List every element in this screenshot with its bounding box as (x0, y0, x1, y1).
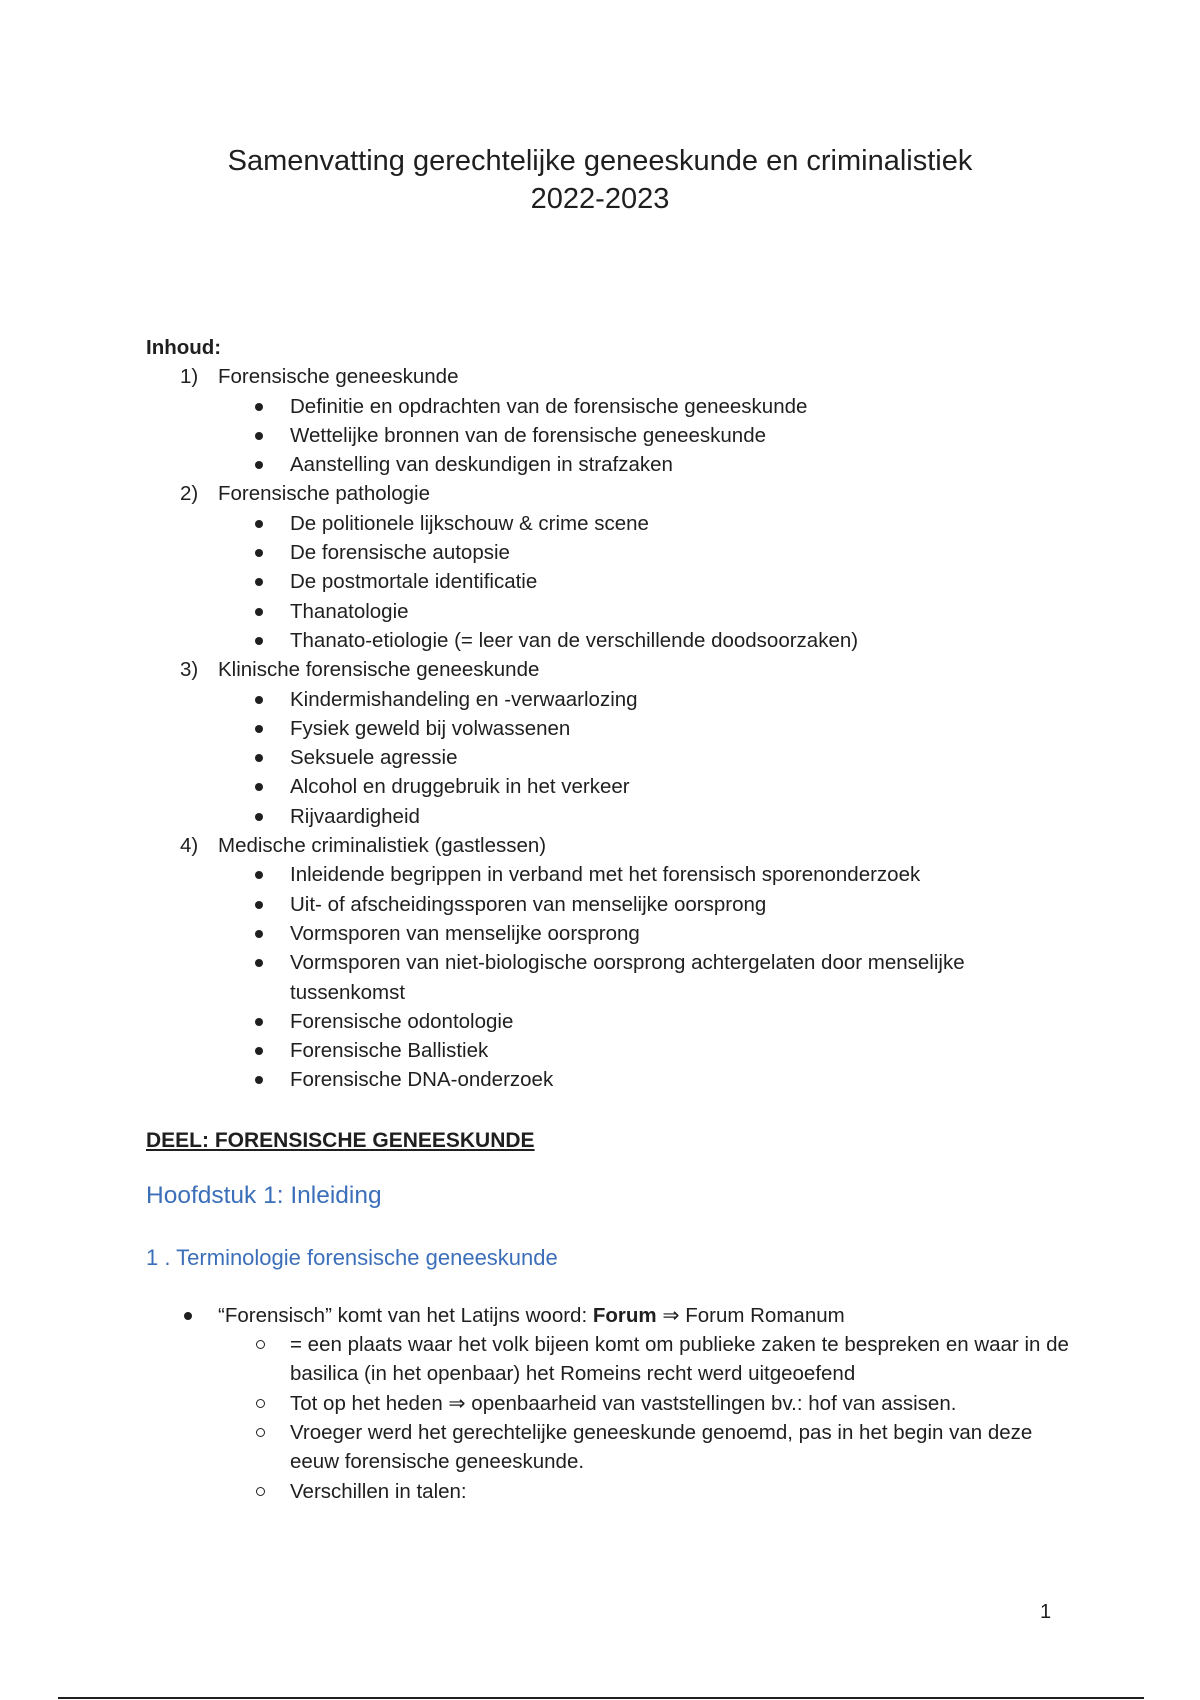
toc-section-label: Forensische pathologie (218, 482, 430, 506)
part-heading: DEEL: FORENSISCHE GENEESKUNDE (146, 1128, 535, 1152)
title-line-1: Samenvatting gerechtelijke geneeskunde en criminalistiek (227, 145, 973, 177)
bullet-icon (184, 1312, 192, 1320)
bullet-icon (255, 959, 263, 967)
bullet-icon (255, 871, 263, 879)
bullet-icon (255, 901, 263, 909)
forum-bold: Forum (592, 1303, 657, 1327)
list-item: Definitie en opdrachten van de forensische geneeskunde (146, 392, 1076, 421)
list-item: De postmortale identificatie (146, 567, 1076, 596)
list-item: Fysiek geweld bij volwassenen (146, 714, 1076, 743)
circle-bullet-icon (256, 1428, 265, 1437)
toc-section-2 (146, 479, 1076, 508)
list-item: Thanatologie (146, 597, 1076, 626)
title-line-2: 2022-2023 (530, 183, 670, 215)
list-item: Verschillen in talen: (218, 1477, 1076, 1506)
list-item: Alcohol en druggebruik in het verkeer (146, 772, 1076, 801)
bullet-icon (255, 696, 263, 704)
document-content (146, 333, 1076, 1506)
toc-section-4-items (146, 860, 1076, 1094)
list-item: De forensische autopsie (146, 538, 1076, 567)
bullet-icon (255, 754, 263, 762)
bullet-icon (255, 1076, 263, 1084)
bullet-icon (255, 608, 263, 616)
list-item: Inleidende begrippen in verband met het forensisch sporenonderzoek (146, 860, 1076, 889)
bullet-icon (255, 1018, 263, 1026)
toc-section-label: Medische criminalistiek (gastlessen) (218, 834, 547, 858)
list-item (146, 1301, 1076, 1506)
toc-section-1-items (146, 392, 1076, 480)
toc-section-label: Forensische geneeskunde (218, 365, 459, 389)
page-number: 1 (1040, 1601, 1052, 1623)
bullet-icon (255, 1047, 263, 1055)
toc-section-number: 2) (180, 482, 199, 506)
bullet-icon (255, 403, 263, 411)
page-bottom-divider (58, 1697, 1144, 1699)
list-item: Tot op het heden ⇒ openbaarheid van vaststellingen bv.: hof van assisen. (218, 1389, 1076, 1418)
list-item: Vormsporen van niet-biologische oorsprong achtergelaten door menselijke tussenkomst (146, 948, 1076, 1007)
list-item: Seksuele agressie (146, 743, 1076, 772)
list-item: Forensische odontologie (146, 1007, 1076, 1036)
document-title (0, 142, 1200, 218)
circle-bullet-icon (256, 1340, 265, 1349)
list-item: Thanato-etiologie (= leer van de verschillende doodsoorzaken) (146, 626, 1076, 655)
bullet-icon (255, 461, 263, 469)
list-item: Vormsporen van menselijke oorsprong (146, 919, 1076, 948)
toc-section-1 (146, 362, 1076, 391)
forensisch-text-after: ⇒ Forum Romanum (656, 1303, 845, 1327)
list-item: Aanstelling van deskundigen in strafzaken (146, 450, 1076, 479)
circle-bullet-icon (256, 1487, 265, 1496)
chapter-heading: Hoofdstuk 1: Inleiding (146, 1181, 382, 1209)
bullet-icon (255, 725, 263, 733)
toc-section-number: 1) (180, 365, 199, 389)
bullet-icon (255, 520, 263, 528)
terminology-sub-list (218, 1330, 1076, 1506)
circle-bullet-icon (256, 1399, 265, 1408)
toc-section-3-items (146, 685, 1076, 831)
list-item: Kindermishandeling en -verwaarlozing (146, 685, 1076, 714)
list-item: Vroeger werd het gerechtelijke geneeskunde genoemd, pas in het begin van deze eeuw forensische geneeskunde. (218, 1418, 1076, 1477)
toc-section-3 (146, 655, 1076, 684)
toc-section-2-items (146, 509, 1076, 655)
toc-section-number: 3) (180, 658, 199, 682)
forensisch-text-before: “Forensisch” komt van het Latijns woord: (218, 1303, 593, 1327)
list-item: Forensische Ballistiek (146, 1036, 1076, 1065)
bullet-icon (255, 549, 263, 557)
list-item: Wettelijke bronnen van de forensische geneeskunde (146, 421, 1076, 450)
bullet-icon (255, 930, 263, 938)
list-item: = een plaats waar het volk bijeen komt om publieke zaken te bespreken en waar in de basilica (in het openbaar) het Romeins recht werd uitgeoefend (218, 1330, 1076, 1389)
toc-heading: Inhoud: (146, 336, 222, 359)
toc-section-number: 4) (180, 834, 199, 858)
list-item: De politionele lijkschouw & crime scene (146, 509, 1076, 538)
terminology-list (146, 1301, 1076, 1506)
bullet-icon (255, 578, 263, 586)
toc-section-4 (146, 831, 1076, 860)
bullet-icon (255, 432, 263, 440)
bullet-icon (255, 813, 263, 821)
list-item: Rijvaardigheid (146, 802, 1076, 831)
bullet-icon (255, 783, 263, 791)
bullet-icon (255, 637, 263, 645)
list-item: Forensische DNA-onderzoek (146, 1065, 1076, 1094)
list-item: Uit- of afscheidingssporen van menselijke oorsprong (146, 890, 1076, 919)
toc-section-label: Klinische forensische geneeskunde (218, 658, 540, 682)
section-heading: 1 . Terminologie forensische geneeskunde (146, 1244, 558, 1270)
